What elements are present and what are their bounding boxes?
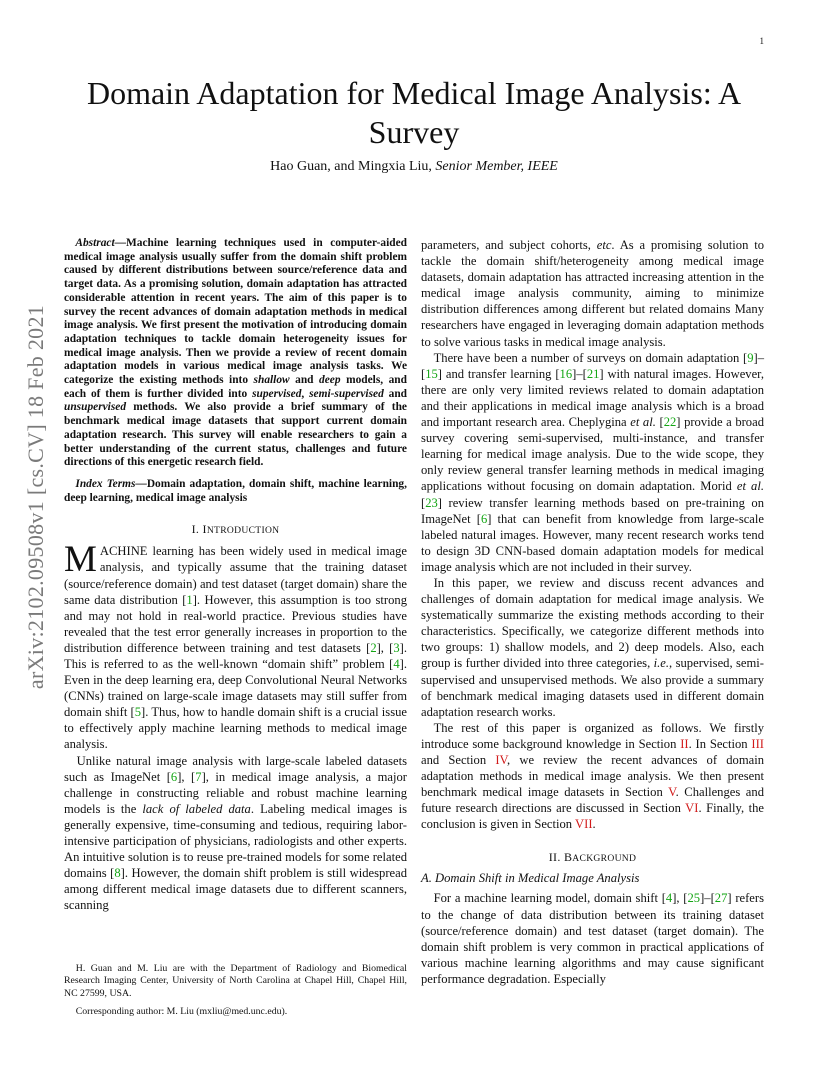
intro-paragraph-5: The rest of this paper is organized as follows. We firstly introduce some background knowledge in Section II. In Section III and Section IV, we review the recent advances of domain adaptation methods in medical image analysis. We then present benchmark medical image datasets in Section V. Challenges and future research directions are discussed in Section VI. Finally, the conclusion is given in Section VII.	[421, 720, 765, 832]
abstract: Abstract—Machine learning techniques used in computer-aided medical image analysis usually suffer from the domain shift problem caused by different distributions between source/reference data and target data. As a promising solution, domain adaptation has attracted considerable attention in recent years. The aim of this paper is to survey the recent advances of domain adaptation methods in medical image analysis. We first present the motivation of introducing domain adaptation techniques to tackle domain heterogeneity issues for medical image analysis. Then we provide a review of recent domain adaptation models in various medical image analysis tasks. We categorize the existing methods into shallow and deep models, and each of them is further divided into supervised, semi-supervised and unsupervised methods. We also provide a brief summary of the benchmark medical image datasets that support current domain adaptation research. This survey will enable researchers to gain a better understanding of the current status, challenges and future directions of this energetic research field.	[64, 237, 407, 469]
index-terms-lead: Index Terms	[75, 477, 136, 490]
abstract-lead: Abstract	[75, 237, 115, 249]
abstract-shallow: shallow	[253, 374, 290, 387]
abstract-deep: deep	[319, 374, 341, 387]
section-link[interactable]: VII	[575, 817, 593, 832]
footnote-corresponding-author: Corresponding author: M. Liu (mxliu@med.unc.edu).	[75, 1005, 288, 1017]
author-line	[60, 159, 768, 175]
footnotes	[64, 963, 407, 1024]
page-number: 1	[759, 36, 764, 46]
section-link[interactable]: IV	[495, 753, 508, 767]
intro-paragraph-1: MACHINE learning has been widely used in medical image analysis, and typically assume that the training dataset (source/reference domain) and test dataset (target domain) share the same data distribution [1]. However, this assumption is too strong and may not hold in real-world practice. Previous studies have revealed that the test error generally increases in proportion to the distribution difference between training and test datasets [2], [3]. This is referred to as the well-known “domain shift” problem [4]. Even in the deep learning era, deep Convolutional Neural Networks (CNNs) trained on large-scale image datasets may still suffer from domain shift [5]. Thus, how to handle domain shift is a crucial issue to effectively apply machine learning methods to medical image analysis.	[64, 539, 408, 752]
intro-paragraph-3: There have been a number of surveys on domain adaptation [9]–[15] and transfer learning [16]–[21] with natural images. However, there are only very limited reviews related to domain adaptation and their applications in medical image analysis which is a broad and important research area. Cheplygina et al. [22] provide a broad survey covering semi-supervised, multi-instance, and transfer learning for medical image analysis. Due to the wide scope, they only review general transfer learning methods in medical imaging applications without focusing on domain adaptation. Morid et al. [23] review transfer learning methods based on pre-training on ImageNet [6] that can benefit from knowledge from large-scale labeled natural images. However, many recent research works tend to design 3D CNN-based domain adaptation models for medical image analysis which are not included in their survey.	[421, 350, 765, 574]
right-column	[421, 237, 764, 987]
citation-link[interactable]: 25	[687, 891, 701, 906]
citation-link[interactable]: 23	[425, 495, 438, 510]
author-names: Hao Guan, and Mingxia Liu,	[270, 159, 432, 174]
footnote-affiliation: H. Guan and M. Liu are with the Department of Radiology and Biomedical Research Imaging Center, University of North Carolina at Chapel Hill, Chapel Hill, NC 27599, USA.	[64, 963, 407, 999]
left-column	[64, 237, 407, 914]
citation-link[interactable]: 4	[665, 891, 673, 906]
emphasis-lack-of-labeled-data: lack of labeled data	[142, 801, 251, 816]
section-heading-background: II. BACKGROUND	[548, 850, 637, 865]
section-heading-introduction: I. INTRODUCTION	[191, 522, 280, 537]
citation-link[interactable]: 16	[559, 366, 573, 381]
citation-link[interactable]: 22	[663, 415, 677, 430]
citation-link[interactable]: 5	[134, 705, 142, 720]
arxiv-identifier: arXiv:2102.09508v1 [cs.CV] 18 Feb 2021	[23, 304, 48, 690]
citation-link[interactable]: 15	[425, 366, 438, 381]
citation-link[interactable]: 3	[393, 640, 400, 655]
citation-link[interactable]: 1	[186, 592, 193, 607]
intro-paragraph-2-continued: parameters, and subject cohorts, etc. As a promising solution to tackle the domain shift/heterogeneity among medical image datasets, domain adaptation has attracted increasing attention in the medical image analysis community, aiming to minimize distribution differences among different but related domains Many researchers have engaged in leveraging domain adaptation methods to solve various tasks in medical image analysis.	[421, 238, 764, 349]
citation-link[interactable]: 4	[393, 657, 400, 672]
section-link[interactable]: II	[680, 736, 689, 751]
index-terms: Index Terms—Domain adaptation, domain shift, machine learning, deep learning, medical image analysis	[64, 477, 407, 504]
background-paragraph-1: For a machine learning model, domain shift [4], [25]–[27] refers to the change of data distribution between its training dataset (source/reference domain) and test dataset (target domain). The domain shift problem is very common in practical applications of various machine learning algorithms and may cause significant performance degradation. Especially	[421, 891, 764, 986]
section-link[interactable]: V	[668, 785, 676, 800]
citation-link[interactable]: 2	[370, 640, 377, 655]
drop-cap: M	[64, 539, 97, 581]
author-membership: Senior Member, IEEE	[435, 159, 558, 174]
subsection-heading: A. Domain Shift in Medical Image Analysis	[421, 871, 640, 886]
citation-link[interactable]: 6	[480, 511, 488, 526]
citation-link[interactable]: 6	[170, 769, 178, 784]
section-link[interactable]: VI	[685, 801, 699, 816]
intro-paragraph-2: Unlike natural image analysis with large-scale labeled datasets such as ImageNet [6], [7], in medical image analysis, a major challenge in constructing reliable and robust machine learning models is the lack of labeled data. Labeling medical images is generally expensive, time-consuming and tedious, requiring labor-intensive participation of physicians, radiologists and other experts. An intuitive solution is to reuse pre-trained models for some related domains [8]. However, the domain shift problem is still widespread among different medical image datasets due to different scanners, scanning	[64, 753, 407, 913]
citation-link[interactable]: 21	[586, 366, 600, 381]
paper-title: Domain Adaptation for Medical Image Analysis: A Survey	[86, 75, 742, 150]
citation-link[interactable]: 7	[195, 769, 202, 784]
section-link[interactable]: III	[751, 736, 764, 751]
citation-link[interactable]: 9	[747, 350, 754, 365]
intro-paragraph-4: In this paper, we review and discuss recent advances and challenges of domain adaptation for medical image analysis. We systematically summarize the existing methods according to their characteristics. Specifically, we categorize different methods into two groups: 1) shallow models, and 2) deep models. Also, each group is further divided into three categories, i.e., supervised, semi-supervised and unsupervised methods. We also provide a summary of benchmark medical imaging datasets used in different domain adaptation research works.	[421, 575, 765, 719]
citation-link[interactable]: 8	[114, 866, 121, 881]
citation-link[interactable]: 27	[714, 891, 728, 906]
